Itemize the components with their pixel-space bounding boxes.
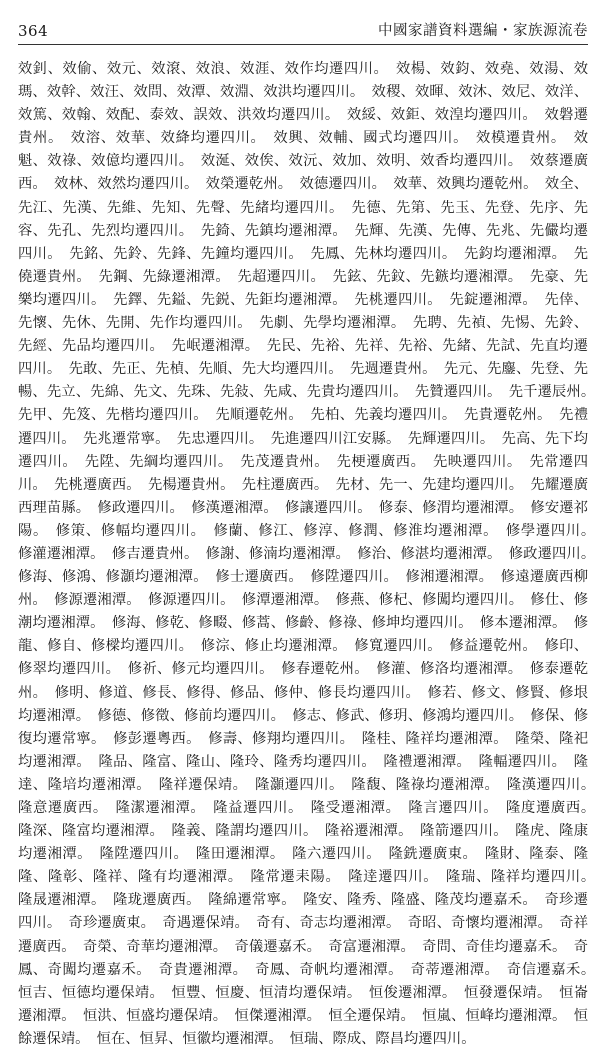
page-header xyxy=(18,16,588,40)
running-title: 中國家譜資料選編・家族源流卷 xyxy=(378,23,588,39)
body-text: 效釗、效偷、效元、效滾、效浪、效涯、效作均遷四川。 效楊、效鈞、效堯、效湯、效瑪、效幹、效汪、效問、效潭、效淵、效洪均遷四川。 效稷、效暉、效沐、效尼、效洋、效篤、效翰、效配、泰效、誤效、洪效均遷四川。 效綏、效鉅、效湟均遷四川。 效磐遷貴州。 效溶、效華、效絳均遷四川。 效興、效輔、國式均遷四川。 效模遷貴州。 效魁、效祿、效億均遷四川。 效涎、效俟、效沅、效加、效明、效香均遷四川。 效蔡遷廣西。 效林、效然均遷四川。 效榮遷乾州。 效德遷四川。 效華、效興均遷乾州。 效全、先江、先漢、先維、先知、先聲、先緒均遷四川。 先德、先第、先玉、先登、先序、先容、先孔、先烈均遷四川。 先錡、先鎮均遷湘潭。 先輝、先漢、先傳、先兆、先儼均遷四川。 先銘、先鈴、先鋒、先鐘均遷四川。 先鳳、先林均遷四川。 先鈞均遷湘潭。 先僥遷貴州。 先鋼、先綠遷湘潭。 先超遷四川。 先鉉、先鈫、先鏃均遷湘潭。 先豪、先樂均遷四川。 先鐸、先鎰、先鋭、先鉅均遷湘潭。 先桃遷四川。 先錠遷湘潭。 先倖、先懷、先休、先開、先作均遷四川。 先劇、先學均遷湘潭。 先聘、先禎、先惕、先鈴、先經、先品均遷四川。 先岷遷湘潭。 先民、先裕、先祥、先裕、先緒、先試、先直均遷四川。 先敢、先正、先楨、先順、先大均遷四川。 先週遷貴州。 先元、先鏖、先登、先暢、先立、先綿、先文、先珠、先敍、先咸、先貴均遷四川。 先贊遷四川。 先千遷辰州。 先甲、先笈、先楷均遷四川。 先順遷乾州。 先柏、先義均遷四川。 先貴遷乾州。 先禮遷四川。 先兆遷常寧。 先忠遷四川。 先進遷四川江安縣。 先輝遷四川。 先高、先下均遷四川。 先陞、先綱均遷四川。 先茂遷貴州。 先梗遷廣西。 先映遷四川。 先常遷四川。 先桃遷廣西。 先楊遷貴州。 先柱遷廣西。 先材、先一、先建均遷四川。 先耀遷廣西理苗縣。 修政遷四川。 修漢遷湘潭。 修讓遷四川。 修泰、修渭均遷湘潭。 修安遷祁陽。 修策、修幅均遷四川。 修蘭、修江、修淳、修潤、修淮均遷湘潭。 修學遷四川。 修灌遷湘潭。 修吉遷貴州。 修謝、修湳均遷湘潭。 修治、修湛均遷湘潭。 修政遷四川。 修海、修鴻、修灝均遷湘潭。 修士遷廣西。 修陞遷四川。 修湘遷湘潭。 修遠遷廣西柳州。 修源遷湘潭。 修源遷四川。 修潭遷湘潭。 修燕、修杞、修闖均遷四川。 修仕、修潮均遷湘潭。 修海、修乾、修畷、修蒿、修齡、修祿、修坤均遷四川。 修本遷湘潭。 修龍、修自、修樑均遷四川。 修淙、修止均遷湘潭。 修寬遷四川。 修益遷乾州。 修印、修翠均遷四川。 修祈、修元均遷四川。 修春遷乾州。 修灌、修洛均遷湘潭。 修泰遷乾州。 修明、修道、修長、修得、修品、修仲、修長均遷四川。 修若、修文、修賢、修垠均遷湘潭。 修德、修徵、修前均遷四川。 修志、修武、修玥、修鴻均遷四川。 修保、修復均遷常寧。 修彭遷粵西。 修壽、修翔均遷四川。 隆桂、隆祥均遷湘潭。 隆榮、隆祀均遷湘潭。 隆品、隆富、隆山、隆玲、隆秀均遷四川。 隆禮遷湘潭。 隆輻遷四川。 隆達、隆培均遷湘潭。 隆祥遷保靖。 隆灝遷四川。 隆馥、隆祿均遷湘潭。 隆漢遷四川。 隆意遷廣西。 隆潔遷湘潭。 隆益遷四川。 隆受遷湘潭。 隆言遷四川。 隆度遷廣西。 隆深、隆富均遷湘潭。 隆義、隆謂均遷四川。 隆裕遷湘潭。 隆箭遷四川。 隆虎、隆康均遷湘潭。 隆陞遷四川。 隆田遷湘潭。 隆六遷四川。 隆銑遷廣東。 隆財、隆泰、隆隆、隆彰、隆祥、隆有均遷湘潭。 隆常遷耒陽。 隆逹遷四川。 隆瑞、隆祥均遷四川。 隆晟遷湘潭。 隆珑遷廣西。 隆綿遷常寧。 隆安、隆秀、隆盛、隆茂均遷嘉禾。 奇珍遷四川。 奇珍遷廣東。 奇遇遷保靖。 奇有、奇志均遷湘潭。 奇昭、奇懷均遷湘潭。 奇祥遷廣西。 奇榮、奇華均遷湘潭。 奇儀遷嘉禾。 奇富遷湘潭。 奇問、奇佳均遷嘉禾。 奇鳳、奇闖均遷嘉禾。 奇貴遷湘潭。 奇鳳、奇帆均遷湘潭。 奇蒂遷湘潭。 奇信遷嘉禾。 恒吉、恒德均遷保靖。 恒豐、恒慶、恒清均遷保靖。 恒俊遷湘潭。 恒發遷保靖。 恒崙遷湘潭。 恒洪、恒盛均遷保靖。 恒傑遷湘潭。 恒全遷保靖。 恒嵐、恒峰均遷湘潭。 恒餘遷保靖。 恒在、恒昇、恒徽均遷湘潭。 恒瑞、際成、際昌均遷四川。 xyxy=(18,61,603,1047)
page-number: 364 xyxy=(18,22,49,40)
header-rule xyxy=(18,44,588,45)
